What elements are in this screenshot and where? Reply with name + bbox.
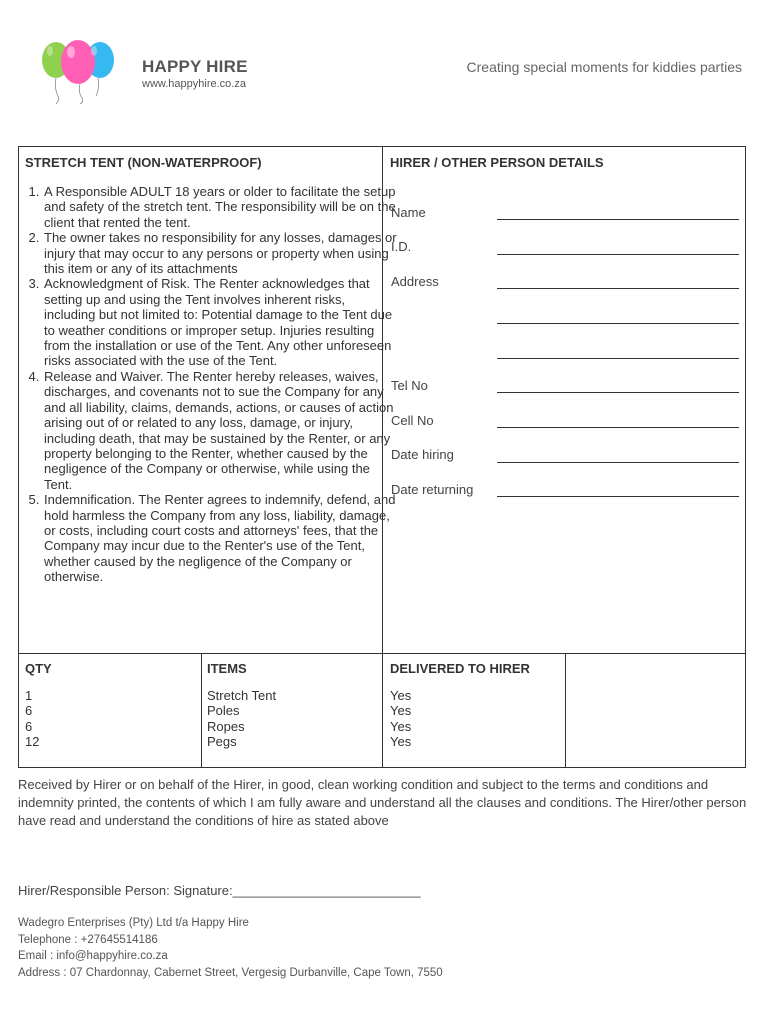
website-link[interactable]: www.happyhire.co.za bbox=[142, 78, 246, 90]
address-field-line-2[interactable] bbox=[497, 323, 739, 324]
hire-form bbox=[18, 146, 746, 768]
items-column bbox=[207, 688, 276, 750]
rule-item: 3. Acknowledgment of Risk. The Renter acknowledges that setting up and using the Tent involves inherent risks, including but not limited to: Potential damage to the Tent due to weather conditions or improper setup. Injuries resulting from the installation or use of the Tent. Any other unforeseen risks associated with the use of the Tent. bbox=[43, 276, 399, 368]
delivered-cell: Yes bbox=[390, 703, 412, 719]
footer-company: Wadegro Enterprises (Pty) Ltd t/a Happy Hire bbox=[18, 917, 249, 929]
address-field-line-1[interactable] bbox=[497, 288, 739, 289]
tel-field[interactable] bbox=[497, 392, 739, 393]
divider bbox=[201, 653, 202, 767]
rules-list bbox=[25, 184, 399, 585]
hirer-title: HIRER / OTHER PERSON DETAILS bbox=[390, 155, 604, 170]
rule-item: 2. The owner takes no responsibility for any losses, damages or injury that may occur to any persons or property when using this item or any of its attachments bbox=[43, 230, 399, 276]
item-cell: Ropes bbox=[207, 718, 245, 734]
rule-item: 4. Release and Waiver. The Renter hereby releases, waives, discharges, and covenants not to sue the Company for any and all liability, claims, demands, actions, or causes of action arising out of or related to any loss, damage, or injury, including death, that may be sustained by the Renter, or any property belonging to the Renter, whether caused by the negligence of the Company or otherwise, while using the Tent. bbox=[43, 369, 399, 492]
rule-item: 1. A Responsible ADULT 18 years or older to facilitate the setup and safety of the stretch tent. The responsibility will be on the client that rented the tent. bbox=[43, 184, 399, 230]
qty-cell: 6 bbox=[25, 703, 33, 719]
tagline: Creating special moments for kiddies parties bbox=[466, 59, 742, 75]
address-field-line-3[interactable] bbox=[497, 358, 739, 359]
delivered-header: DELIVERED TO HIRER bbox=[390, 661, 530, 676]
item-cell: Pegs bbox=[207, 734, 237, 750]
footer bbox=[18, 915, 443, 981]
id-field[interactable] bbox=[497, 254, 739, 255]
qty-cell: 12 bbox=[25, 734, 40, 750]
date-hiring-label: Date hiring bbox=[391, 447, 454, 462]
cell-label: Cell No bbox=[391, 413, 434, 428]
delivered-cell: Yes bbox=[390, 718, 412, 734]
divider bbox=[19, 653, 745, 654]
name-field[interactable] bbox=[497, 219, 739, 220]
qty-column bbox=[25, 688, 39, 750]
rule-item: 5. Indemnification. The Renter agrees to indemnify, defend, and hold harmless the Company from any loss, liability, damage, or costs, including court costs and attorneys' fees, that the Company may incur due to the Renter's use of the Tent, whether caused by the negligence of the Company or otherwise. bbox=[43, 492, 399, 584]
delivered-cell: Yes bbox=[390, 734, 412, 750]
items-header: ITEMS bbox=[207, 661, 247, 676]
delivered-cell: Yes bbox=[390, 688, 412, 703]
delivered-column bbox=[390, 688, 411, 750]
qty-cell: 1 bbox=[25, 688, 33, 703]
received-statement: Received by Hirer or on behalf of the Hirer, in good, clean working condition and subject to the terms and conditions and indemnity printed, the contents of which I am fully aware and understand all the clauses and conditions. The Hirer/other person have read and understand the conditions of hire as stated above bbox=[18, 777, 747, 828]
balloons-logo bbox=[38, 38, 118, 104]
date-returning-label: Date returning bbox=[391, 482, 474, 497]
qty-header: QTY bbox=[25, 661, 52, 676]
id-label: I.D. bbox=[391, 239, 412, 254]
footer-email[interactable]: Email : info@happyhire.co.za bbox=[18, 950, 168, 962]
signature-line[interactable]: Hirer/Responsible Person: Signature:__________________________ bbox=[18, 883, 421, 898]
qty-cell: 6 bbox=[25, 718, 33, 734]
name-label: Name bbox=[391, 205, 426, 220]
date-hiring-field[interactable] bbox=[497, 462, 739, 463]
footer-address: Address : 07 Chardonnay, Cabernet Street, Vergesig Durbanville, Cape Town, 7550 bbox=[18, 966, 443, 979]
item-cell: Poles bbox=[207, 703, 240, 719]
cell-field[interactable] bbox=[497, 427, 739, 428]
pink-balloon-icon bbox=[61, 40, 95, 84]
divider bbox=[565, 653, 566, 767]
item-cell: Stretch Tent bbox=[207, 688, 277, 703]
rules-title: STRETCH TENT (NON-WATERPROOF) bbox=[25, 155, 262, 170]
tel-label: Tel No bbox=[391, 378, 428, 393]
address-label: Address bbox=[391, 274, 439, 289]
brand-name: HAPPY HIRE bbox=[142, 57, 248, 76]
footer-telephone: Telephone : +27645514186 bbox=[18, 933, 158, 946]
date-returning-field[interactable] bbox=[497, 496, 739, 497]
